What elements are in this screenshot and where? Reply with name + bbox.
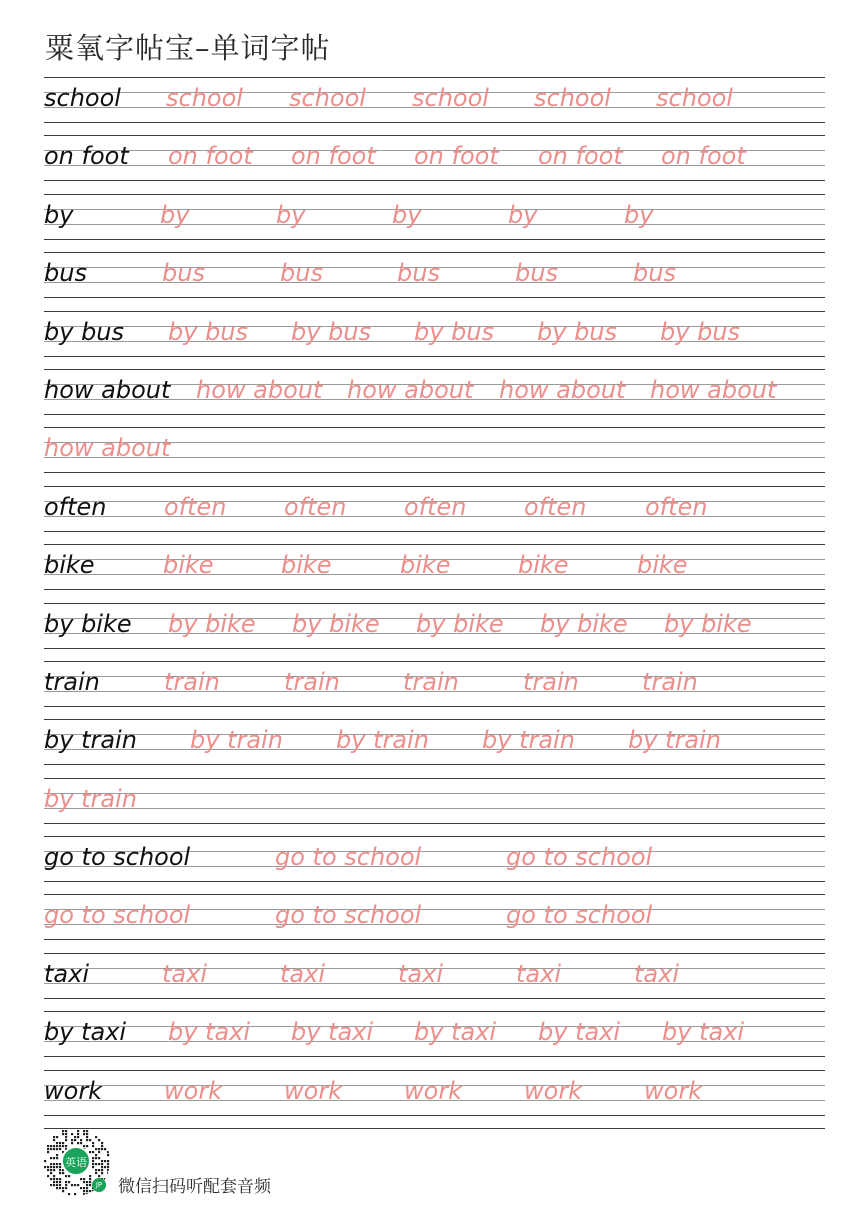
guide-line (44, 427, 825, 428)
trace-word: by bike (416, 609, 504, 638)
model-word: by train (44, 726, 137, 755)
trace-word: by train (336, 726, 429, 755)
guide-line (44, 823, 825, 824)
practice-row (44, 77, 825, 135)
practice-row (44, 486, 825, 544)
footer (40, 1126, 340, 1198)
guide-line (44, 180, 825, 181)
guide-line (44, 589, 825, 590)
trace-word: bus (280, 259, 323, 288)
trace-word: on foot (538, 142, 623, 171)
trace-word: school (166, 84, 243, 112)
trace-word: bus (633, 259, 676, 288)
trace-word: train (164, 667, 220, 696)
model-word: often (44, 492, 107, 521)
trace-word: by taxi (414, 1018, 497, 1047)
guide-line (44, 894, 825, 895)
guide-line (44, 194, 825, 195)
trace-word: go to school (275, 843, 422, 872)
practice-row (44, 194, 825, 252)
trace-word: taxi (398, 959, 443, 988)
model-word: work (44, 1076, 103, 1105)
practice-row (44, 1070, 825, 1128)
trace-word: on foot (661, 142, 746, 171)
model-word: bus (44, 259, 87, 288)
model-word: go to school (44, 843, 191, 872)
guide-line (44, 414, 825, 415)
guide-line (44, 77, 825, 78)
trace-word: by bus (291, 317, 372, 346)
model-word: by taxi (44, 1018, 127, 1047)
guide-line (44, 661, 825, 662)
trace-word: by bike (168, 609, 256, 638)
guide-line (44, 648, 825, 649)
guide-line (44, 603, 825, 604)
trace-word: train (642, 667, 698, 696)
guide-line (44, 881, 825, 882)
trace-word: often (404, 492, 467, 521)
practice-row (44, 603, 825, 661)
guide-line (44, 122, 825, 123)
trace-word: bus (515, 259, 558, 288)
guide-line (44, 953, 825, 954)
practice-row (44, 719, 825, 777)
guide-line (44, 1056, 825, 1057)
guide-line (44, 239, 825, 240)
guide-line (44, 1011, 825, 1012)
practice-row (44, 544, 825, 602)
practice-row (44, 894, 825, 952)
trace-word: by train (482, 726, 575, 755)
trace-word: by bus (414, 317, 495, 346)
trace-word: by (508, 200, 538, 229)
trace-word: by bike (292, 609, 380, 638)
guide-line (44, 778, 825, 779)
trace-word: work (164, 1076, 223, 1105)
practice-sheet (44, 77, 825, 1129)
trace-word: school (534, 84, 611, 112)
model-word: by bike (44, 609, 132, 638)
practice-row (44, 252, 825, 310)
trace-word: work (284, 1076, 343, 1105)
model-word: bike (44, 551, 95, 580)
guide-line (44, 1070, 825, 1071)
scan-instruction: 微信扫码听配套音频 (118, 1177, 271, 1197)
qr-badge-icon: JP (92, 1178, 106, 1192)
guide-line (44, 939, 825, 940)
trace-word: often (645, 492, 708, 521)
trace-word: go to school (506, 843, 653, 872)
model-word: on foot (44, 142, 129, 171)
model-word: how about (44, 375, 171, 404)
trace-word: by train (628, 726, 721, 755)
trace-word: train (403, 667, 459, 696)
trace-word: often (524, 492, 587, 521)
guide-line (44, 531, 825, 532)
practice-row (44, 1011, 825, 1069)
trace-word: train (284, 667, 340, 696)
trace-word: by train (190, 726, 283, 755)
trace-word: often (284, 492, 347, 521)
guide-line (44, 793, 825, 794)
guide-line (44, 706, 825, 707)
trace-word: by taxi (291, 1018, 374, 1047)
guide-line (44, 486, 825, 487)
trace-word: go to school (44, 901, 191, 930)
trace-word: by (160, 200, 190, 229)
guide-line (44, 356, 825, 357)
trace-word: bus (162, 259, 205, 288)
trace-word: bike (163, 551, 214, 580)
practice-row (44, 427, 825, 485)
trace-word: school (412, 84, 489, 112)
trace-word: on foot (291, 142, 376, 171)
trace-word: taxi (516, 959, 561, 988)
trace-word: how about (347, 375, 474, 404)
trace-word: go to school (275, 901, 422, 930)
trace-word: train (523, 667, 579, 696)
practice-row (44, 778, 825, 836)
model-word: by (44, 200, 74, 229)
trace-word: taxi (634, 959, 679, 988)
model-word: taxi (44, 959, 89, 988)
guide-line (44, 369, 825, 370)
trace-word: taxi (280, 959, 325, 988)
trace-word: on foot (168, 142, 253, 171)
trace-word: how about (44, 434, 171, 463)
trace-word: how about (499, 375, 626, 404)
trace-word: by taxi (168, 1018, 251, 1047)
trace-word: how about (196, 375, 323, 404)
trace-word: school (289, 84, 366, 112)
trace-word: go to school (506, 901, 653, 930)
model-word: train (44, 667, 100, 696)
trace-word: by bus (537, 317, 618, 346)
guide-line (44, 719, 825, 720)
practice-row (44, 953, 825, 1011)
practice-row (44, 369, 825, 427)
qr-center-logo: 英语 (61, 1146, 91, 1176)
trace-word: school (656, 84, 733, 112)
trace-word: by (624, 200, 654, 229)
trace-word: taxi (162, 959, 207, 988)
trace-word: how about (650, 375, 777, 404)
trace-word: bike (400, 551, 451, 580)
trace-word: work (524, 1076, 583, 1105)
trace-word: on foot (414, 142, 499, 171)
guide-line (44, 1115, 825, 1116)
model-word: school (44, 84, 121, 112)
guide-line (44, 764, 825, 765)
trace-word: work (404, 1076, 463, 1105)
trace-word: often (164, 492, 227, 521)
guide-line (44, 252, 825, 253)
trace-word: by taxi (662, 1018, 745, 1047)
trace-word: bike (637, 551, 688, 580)
trace-word: by train (44, 784, 137, 813)
page-title: 粟氧字帖宝–单词字帖 (45, 31, 331, 65)
practice-row (44, 135, 825, 193)
guide-line (44, 135, 825, 136)
trace-word: by bus (660, 317, 741, 346)
trace-word: by bike (664, 609, 752, 638)
trace-word: by (276, 200, 306, 229)
trace-word: by (392, 200, 422, 229)
trace-word: by bus (168, 317, 249, 346)
practice-row (44, 836, 825, 894)
guide-line (44, 472, 825, 473)
guide-line (44, 836, 825, 837)
trace-word: work (644, 1076, 703, 1105)
guide-line (44, 544, 825, 545)
trace-word: bus (397, 259, 440, 288)
guide-line (44, 311, 825, 312)
trace-word: bike (518, 551, 569, 580)
trace-word: by bike (540, 609, 628, 638)
trace-word: bike (281, 551, 332, 580)
practice-row (44, 311, 825, 369)
practice-row (44, 661, 825, 719)
guide-line (44, 808, 825, 809)
guide-line (44, 297, 825, 298)
guide-line (44, 998, 825, 999)
trace-word: by taxi (538, 1018, 621, 1047)
model-word: by bus (44, 317, 125, 346)
